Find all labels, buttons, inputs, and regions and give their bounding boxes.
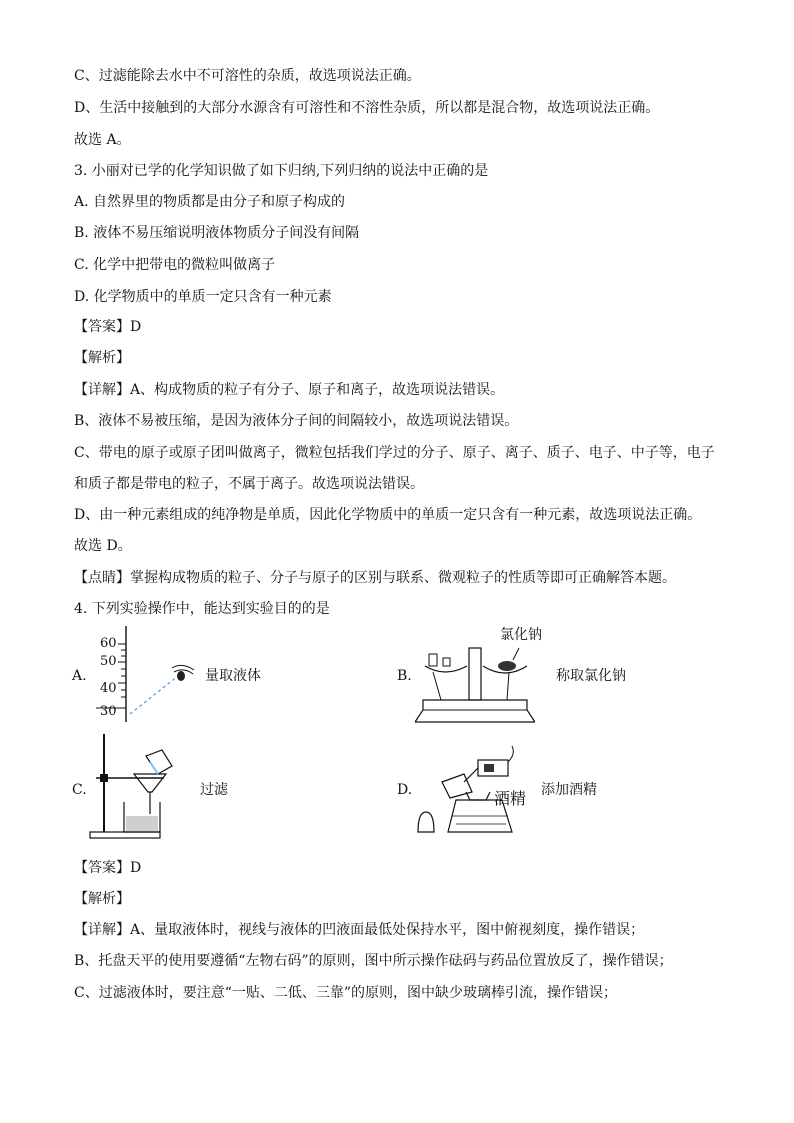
- option-c-caption: 过滤: [200, 782, 228, 798]
- option-b-chemical-label: 氯化钠: [500, 627, 542, 643]
- option-d-letter: D.: [397, 782, 413, 798]
- detail-q4-b: B、托盘天平的使用要遵循“左物右码”的原则，图中所示操作砝码与药品位置放反了，操作错误；: [74, 953, 673, 969]
- tick-label-30: 30: [100, 704, 117, 719]
- analysis-label-q4: 【解析】: [74, 891, 130, 907]
- option-d-caption: 添加酒精: [541, 782, 597, 798]
- line-2: D、生活中接触到的大部分水源含有可溶性和不溶性杂质，所以都是混合物，故选项说法正确。: [74, 100, 660, 116]
- balance-figure: [415, 640, 535, 724]
- option-c-letter: C.: [72, 782, 87, 798]
- tick-label-60: 60: [100, 636, 117, 651]
- filtration-figure: [88, 732, 198, 842]
- question-3-option-b: B. 液体不易压缩说明液体物质分子间没有间隔: [74, 225, 360, 241]
- detail-line-c2: 和质子都是带电的粒子，不属于离子。故选项说法错误。: [74, 476, 424, 492]
- answer-label-q3: 【答案】D: [74, 319, 142, 335]
- comment-line-q3: 【点睛】掌握构成物质的粒子、分子与原子的区别与联系、微观粒子的性质等即可正确解答本题。: [74, 570, 676, 586]
- option-a-caption: 量取液体: [205, 668, 261, 684]
- question-3-option-c: C. 化学中把带电的微粒叫做离子: [74, 257, 276, 273]
- option-b-caption: 称取氯化钠: [556, 668, 626, 684]
- line-3: 故选 A。: [74, 132, 131, 148]
- detail-line-d: D、由一种元素组成的纯净物是单质，因此化学物质中的单质一定只含有一种元素，故选项说法正确。: [74, 507, 702, 523]
- option-a-letter: A.: [72, 668, 87, 684]
- analysis-label-q3: 【解析】: [74, 350, 130, 366]
- alcohol-lamp-figure: [412, 740, 522, 834]
- detail-line-a: 【详解】A、构成物质的粒子有分子、原子和离子，故选项说法错误。: [74, 382, 505, 398]
- detail-q4-a: 【详解】A、量取液体时，视线与液体的凹液面最低处保持水平，图中俯视刻度，操作错误；: [74, 922, 645, 938]
- detail-line-c1: C、带电的原子或原子团叫做离子，微粒包括我们学过的分子、原子、离子、质子、电子、中子等，电子: [74, 445, 715, 461]
- option-b-letter: B.: [397, 668, 412, 684]
- tick-label-50: 50: [100, 654, 117, 669]
- question-4-stem: 4. 下列实验操作中，能达到实验目的的是: [74, 601, 330, 617]
- question-3-stem: 3. 小丽对已学的化学知识做了如下归纳,下列归纳的说法中正确的是: [74, 163, 489, 179]
- choice-line-q3: 故选 D。: [74, 538, 132, 554]
- line-1: C、过滤能除去水中不可溶性的杂质，故选项说法正确。: [74, 68, 421, 84]
- detail-q4-c: C、过滤液体时，要注意“一贴、二低、三靠”的原则，图中缺少玻璃棒引流，操作错误；: [74, 985, 618, 1001]
- option-d-chemical-label: 酒精: [494, 789, 527, 808]
- question-3-option-d: D. 化学物质中的单质一定只含有一种元素: [74, 289, 332, 305]
- tick-label-40: 40: [100, 681, 117, 696]
- answer-label-q4: 【答案】D: [74, 860, 142, 876]
- detail-line-b: B、液体不易被压缩，是因为液体分子间的间隔较小，故选项说法错误。: [74, 413, 519, 429]
- question-3-option-a: A. 自然界里的物质都是由分子和原子构成的: [74, 194, 346, 210]
